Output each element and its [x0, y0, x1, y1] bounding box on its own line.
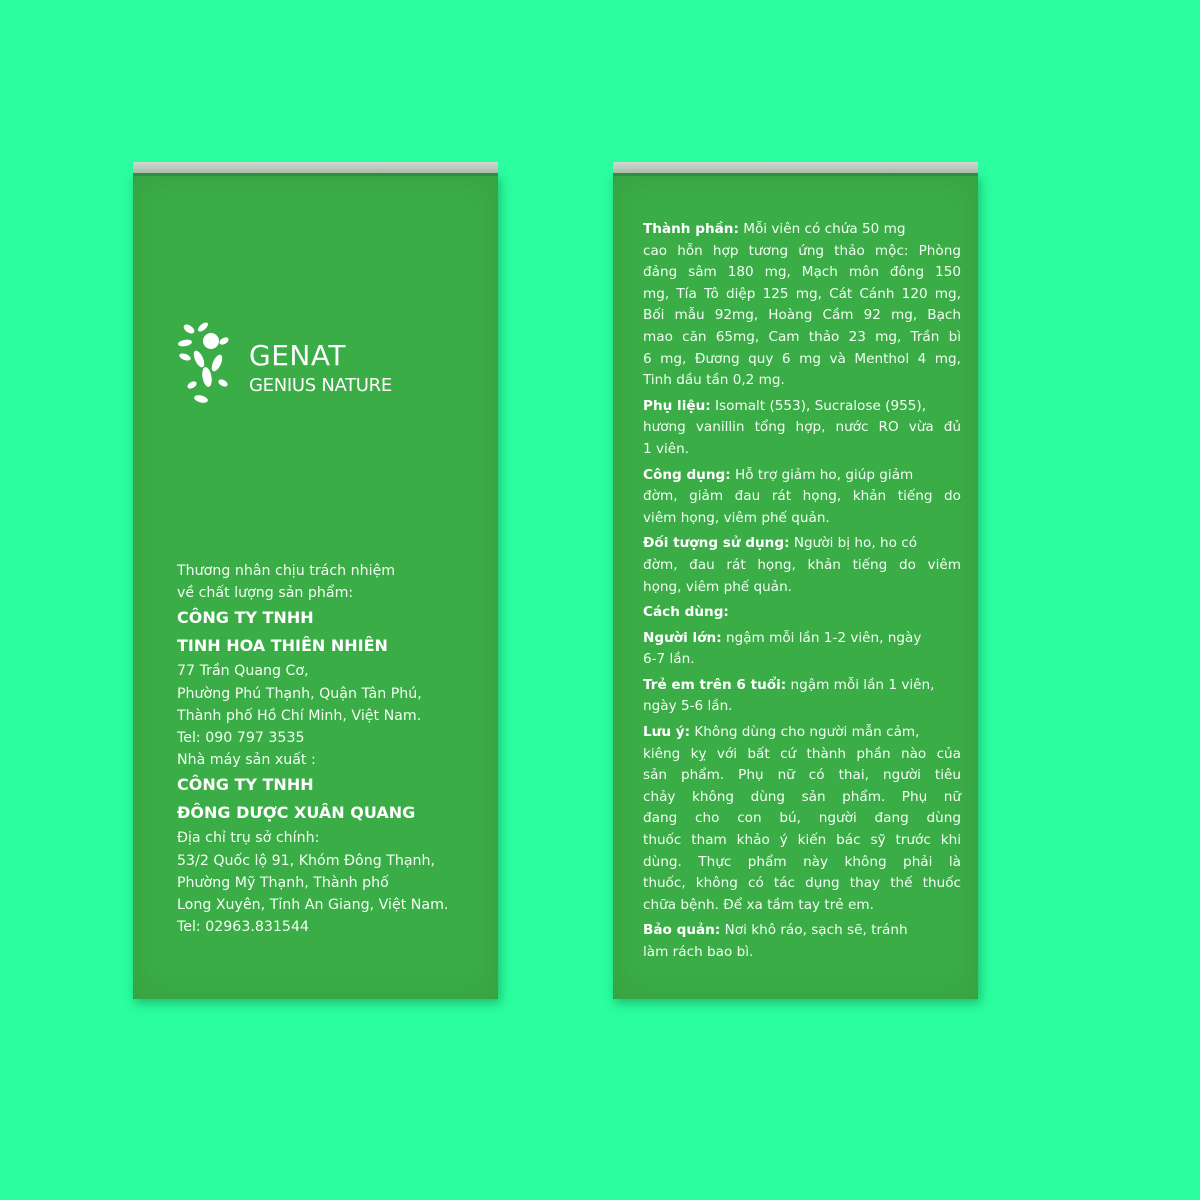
notes-text: dùng. Thực phẩm này không phải là — [643, 853, 961, 870]
manufacturer-intro: Nhà máy sản xuất : — [177, 752, 316, 769]
responsible-intro-line: về chất lượng sản phẩm: — [177, 585, 354, 602]
manufacturer-address-line: Phường Mỹ Thạnh, Thành phố — [177, 874, 389, 891]
manufacturer-address-label: Địa chỉ trụ sở chính: — [177, 830, 320, 847]
responsible-intro-line: Thương nhân chịu trách nhiệm — [177, 563, 396, 579]
adults-text: ngậm mỗi lần 1-2 viên, ngày — [721, 629, 922, 646]
uses-section — [643, 465, 961, 530]
box-top-edge — [613, 162, 978, 176]
excipients-text: Isomalt (553), Sucralose (955), — [710, 397, 927, 414]
storage-section — [643, 920, 961, 963]
storage-label: Bảo quản: — [643, 922, 721, 939]
notes-text: Không dùng cho người mẫn cảm, — [690, 724, 920, 741]
usage-label: Cách dùng: — [643, 604, 729, 621]
genat-logo — [177, 319, 417, 414]
uses-text: Hỗ trợ giảm ho, giúp giảm — [730, 466, 914, 483]
target-text: họng, viêm phế quản. — [643, 578, 793, 595]
ingredients-section — [643, 219, 961, 392]
excipients-text: hương vanillin tổng hợp, nước RO vừa đủ — [643, 419, 961, 436]
responsible-tel: Tel: 090 797 3535 — [177, 730, 305, 747]
product-info — [643, 219, 961, 968]
target-label: Đối tượng sử dụng: — [643, 535, 790, 552]
responsible-address-line: 77 Trần Quang Cơ, — [177, 663, 309, 680]
target-text: Người bị ho, ho có — [789, 535, 918, 552]
notes-text: thuốc, không có tác dụng thay thế thuốc — [643, 875, 961, 892]
responsible-company-name: CÔNG TY TNHH — [177, 608, 314, 628]
manufacturer-address-line: 53/2 Quốc lộ 91, Khóm Đông Thạnh, — [177, 852, 436, 869]
box-top-edge — [133, 162, 498, 176]
uses-text: viêm họng, viêm phế quản. — [643, 509, 830, 526]
logo-brand-name: GENAT — [249, 339, 346, 372]
children-text: ngậm mỗi lần 1 viên, — [786, 676, 935, 693]
manufacturer-company-name: ĐÔNG DƯỢC XUÂN QUANG — [177, 803, 416, 823]
adults-section — [643, 628, 961, 671]
notes-text: kiêng kỵ với bất cứ thành phần nào của — [643, 745, 961, 762]
box-left-panel — [133, 174, 498, 999]
ingredients-text: đảng sâm 180 mg, Mạch môn đông 150 — [643, 264, 961, 281]
excipients-section — [643, 396, 961, 461]
ingredients-text: cao hỗn hợp tương ứng thảo mộc: Phòng — [643, 242, 961, 259]
ingredients-label: Thành phần: — [643, 221, 739, 237]
company-info — [177, 560, 487, 938]
box-right-panel — [613, 174, 978, 999]
children-text: ngày 5-6 lần. — [643, 698, 733, 715]
target-text: đờm, đau rát họng, khản tiếng do viêm — [643, 556, 961, 573]
ingredients-text: Bối mẫu 92mg, Hoàng Cầm 92 mg, Bạch — [643, 307, 961, 324]
manufacturer-address-line: Long Xuyên, Tỉnh An Giang, Việt Nam. — [177, 897, 449, 914]
responsible-address-line: Thành phố Hồ Chí Minh, Việt Nam. — [177, 707, 422, 724]
ingredients-text: mao căn 65mg, Cam thảo 23 mg, Trần bì — [643, 328, 961, 345]
target-section — [643, 533, 961, 598]
genat-leaf-logo-icon — [177, 319, 237, 409]
notes-text: thuốc tham khảo ý kiến bác sỹ trước khi — [643, 832, 961, 849]
notes-text: chữa bệnh. Để xa tầm tay trẻ em. — [643, 896, 874, 913]
notes-section — [643, 722, 961, 916]
notes-text: đang cho con bú, người đang dùng — [643, 810, 961, 827]
excipients-label: Phụ liệu: — [643, 397, 711, 414]
storage-text: Nơi khô ráo, sạch sẽ, tránh — [720, 922, 908, 939]
notes-text: sản phẩm. Phụ nữ có thai, người tiêu — [643, 767, 961, 784]
responsible-address-line: Phường Phú Thạnh, Quận Tân Phú, — [177, 685, 422, 702]
adults-label: Người lớn: — [643, 629, 722, 646]
logo-tagline: GENIUS NATURE — [249, 375, 392, 396]
excipients-text: 1 viên. — [643, 440, 690, 457]
notes-text: chảy không dùng sản phẩm. Phụ nữ — [643, 788, 961, 805]
responsible-company-name: TINH HOA THIÊN NHIÊN — [177, 636, 388, 656]
ingredients-text: 6 mg, Đương quy 6 mg và Menthol 4 mg, — [643, 350, 961, 367]
uses-label: Công dụng: — [643, 466, 731, 483]
children-section — [643, 675, 961, 718]
uses-text: đờm, giảm đau rát họng, khản tiếng do — [643, 488, 961, 505]
children-label: Trẻ em trên 6 tuổi: — [643, 676, 787, 693]
notes-label: Lưu ý: — [643, 724, 691, 741]
usage-section — [643, 602, 961, 624]
manufacturer-tel: Tel: 02963.831544 — [177, 919, 310, 936]
manufacturer-company-name: CÔNG TY TNHH — [177, 775, 314, 795]
adults-text: 6-7 lần. — [643, 651, 695, 668]
ingredients-text: Tinh dầu tần 0,2 mg. — [643, 372, 785, 389]
ingredients-text: Mỗi viên có chứa 50 mg — [738, 221, 906, 237]
storage-text: làm rách bao bì. — [643, 944, 754, 960]
ingredients-text: mg, Tía Tô diệp 125 mg, Cát Cánh 120 mg, — [643, 285, 961, 302]
